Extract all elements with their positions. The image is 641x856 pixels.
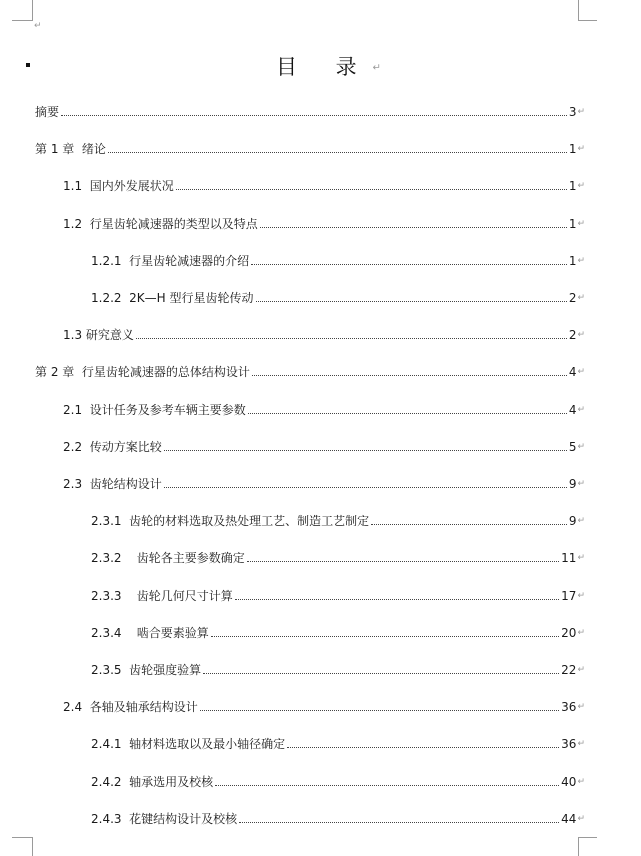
toc-entry[interactable] — [63, 476, 585, 492]
toc-entry[interactable] — [91, 662, 585, 678]
toc-entry-label: 2.2 传动方案比较 — [63, 440, 162, 454]
paragraph-mark-icon: ↵ — [577, 814, 585, 824]
toc-entry-label: 2.3.3 齿轮几何尺寸计算 — [91, 589, 233, 603]
toc-entry[interactable] — [91, 550, 585, 566]
toc-entry[interactable] — [63, 178, 585, 194]
toc-dot-leader — [176, 189, 567, 190]
toc-entry[interactable] — [91, 625, 585, 641]
toc-title-text: 目 录 — [275, 55, 373, 79]
toc-page-number: 1 — [568, 254, 577, 268]
toc-entry[interactable] — [35, 364, 585, 380]
paragraph-mark-icon: ↵ — [577, 293, 585, 303]
toc-dot-leader — [247, 561, 559, 562]
toc-entry-label: 第 2 章 行星齿轮减速器的总体结构设计 — [35, 365, 250, 379]
toc-entry-label: 1.2 行星齿轮减速器的类型以及特点 — [63, 217, 258, 231]
toc-entry[interactable] — [63, 216, 585, 232]
toc-page-number: 36 — [561, 700, 577, 714]
toc-page-number: 2 — [568, 291, 577, 305]
toc-page-number: 22 — [561, 663, 577, 677]
toc-entry[interactable] — [91, 253, 585, 269]
toc-entry[interactable] — [35, 104, 585, 120]
toc-entry-label: 1.1 国内外发展状况 — [63, 179, 174, 193]
toc-page-number: 9 — [568, 514, 577, 528]
toc-dot-leader — [248, 413, 567, 414]
toc-entry[interactable] — [63, 699, 585, 715]
paragraph-mark-icon: ↵ — [577, 405, 585, 415]
paragraph-mark-icon: ↵ — [577, 181, 585, 191]
toc-entry[interactable] — [91, 513, 585, 529]
toc-dot-leader — [251, 264, 567, 265]
toc-entry-label: 1.2.2 2K—H 型行星齿轮传动 — [91, 291, 254, 305]
toc-entry-label: 1.3 研究意义 — [63, 328, 134, 342]
toc-page-number: 44 — [561, 812, 577, 826]
toc-page-number: 1 — [568, 217, 577, 231]
toc-entry-label: 摘要 — [35, 105, 60, 119]
paragraph-mark-icon: ↵ — [577, 702, 585, 712]
toc-entry[interactable] — [63, 439, 585, 455]
toc-page-number: 4 — [568, 365, 577, 379]
toc-dot-leader — [287, 747, 559, 748]
toc-entry-label: 2.3.2 齿轮各主要参数确定 — [91, 551, 245, 565]
toc-dot-leader — [260, 227, 567, 228]
toc-page-number: 4 — [568, 403, 577, 417]
toc-dot-leader — [235, 599, 559, 600]
toc-dot-leader — [211, 636, 559, 637]
toc-entry[interactable] — [91, 736, 585, 752]
toc-dot-leader — [239, 822, 559, 823]
paragraph-mark-icon: ↵ — [577, 665, 585, 675]
toc-page-number: 9 — [568, 477, 577, 491]
toc-page-number: 36 — [561, 737, 577, 751]
toc-dot-leader — [164, 450, 567, 451]
toc-entry[interactable] — [91, 290, 585, 306]
paragraph-mark-icon: ↵ — [577, 777, 585, 787]
paragraph-mark-icon: ↵ — [577, 442, 585, 452]
toc-entry-label: 2.4 各轴及轴承结构设计 — [63, 700, 198, 714]
toc-dot-leader — [203, 673, 559, 674]
toc-dot-leader — [252, 375, 567, 376]
paragraph-mark-icon: ↵ — [577, 591, 585, 601]
toc-dot-leader — [61, 115, 567, 116]
toc-entry[interactable] — [91, 588, 585, 604]
toc-dot-leader — [256, 301, 567, 302]
paragraph-mark-icon: ↵ — [577, 553, 585, 563]
toc-entry-label: 2.4.1 轴材料选取以及最小轴径确定 — [91, 737, 286, 751]
toc-entry-label: 1.2.1 行星齿轮减速器的介绍 — [91, 254, 250, 268]
toc-dot-leader — [164, 487, 567, 488]
toc-entry-label: 2.4.3 花键结构设计及校核 — [91, 812, 238, 826]
toc-page-number: 5 — [568, 440, 577, 454]
paragraph-mark-icon: ↵ — [577, 330, 585, 340]
toc-dot-leader — [200, 710, 559, 711]
toc-dot-leader — [371, 524, 567, 525]
toc-entry-label: 2.1 设计任务及参考车辆主要参数 — [63, 403, 246, 417]
toc-dot-leader — [108, 152, 567, 153]
toc-page-number: 40 — [561, 775, 577, 789]
toc-dot-leader — [136, 338, 567, 339]
toc-page-number: 1 — [568, 142, 577, 156]
toc-entry-label: 2.4.2 轴承选用及校核 — [91, 775, 214, 789]
toc-page-number: 1 — [568, 179, 577, 193]
toc-page-number: 20 — [561, 626, 577, 640]
toc-entry-label: 2.3.1 齿轮的材料选取及热处理工艺、制造工艺制定 — [91, 514, 370, 528]
toc-dot-leader — [215, 785, 559, 786]
paragraph-mark-icon: ↵ — [577, 628, 585, 638]
toc-entry-label: 2.3.5 齿轮强度验算 — [91, 663, 202, 677]
toc-page-number: 17 — [561, 589, 577, 603]
toc-entry-label: 2.3.4 啮合要素验算 — [91, 626, 209, 640]
paragraph-mark-icon: ↵ — [577, 144, 585, 154]
toc-page-number: 2 — [568, 328, 577, 342]
paragraph-mark-icon: ↵ — [34, 21, 42, 31]
paragraph-mark-icon: ↵ — [577, 107, 585, 117]
toc-entry[interactable] — [35, 141, 585, 157]
toc-page-number: 3 — [568, 105, 577, 119]
toc-page-number: 11 — [561, 551, 577, 565]
paragraph-mark-icon: ↵ — [577, 256, 585, 266]
paragraph-mark-icon: ↵ — [372, 62, 382, 74]
paragraph-mark-icon: ↵ — [577, 219, 585, 229]
toc-entry-label: 2.3 齿轮结构设计 — [63, 477, 162, 491]
toc-entry[interactable] — [91, 811, 585, 827]
toc-entry[interactable] — [91, 774, 585, 790]
paragraph-mark-icon: ↵ — [577, 739, 585, 749]
paragraph-mark-icon: ↵ — [577, 367, 585, 377]
paragraph-mark-icon: ↵ — [577, 516, 585, 526]
toc-entry[interactable] — [63, 402, 585, 418]
toc-entry-label: 第 1 章 绪论 — [35, 142, 106, 156]
paragraph-mark-icon: ↵ — [577, 479, 585, 489]
toc-entry[interactable] — [63, 327, 585, 343]
